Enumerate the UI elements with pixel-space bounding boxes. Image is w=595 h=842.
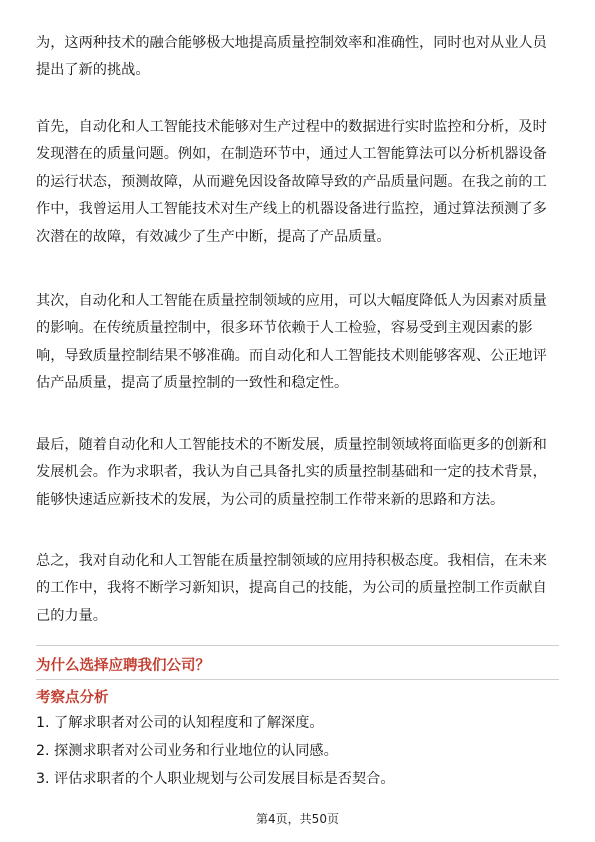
analysis-point: 2. 探测求职者对公司业务和行业地位的认同感。 — [36, 743, 338, 759]
text-line: 响，导致质量控制结果不够准确。而自动化和人工智能技术则能够客观、公正地评 — [36, 347, 547, 364]
text-line: 发现潜在的质量问题。例如，在制造环节中，通过人工智能算法可以分析机器设备 — [36, 146, 547, 163]
text-line: 估产品质量，提高了质量控制的一致性和稳定性。 — [36, 375, 349, 392]
text-line: 首先，自动化和人工智能技术能够对生产过程中的数据进行实时监控和分析，及时 — [36, 119, 547, 135]
text-line: 次潜在的故障，有效减少了生产中断，提高了产品质量。 — [36, 228, 391, 245]
text-line: 发展机会。作为求职者，我认为自己具备扎实的质量控制基础和一定的技术背景， — [36, 464, 547, 481]
section-divider-bottom — [36, 679, 559, 680]
paragraph-conclusion — [36, 548, 559, 630]
section-divider-top — [36, 645, 559, 646]
text-line: 最后，随着自动化和人工智能技术的不断发展，质量控制领域将面临更多的创新和 — [36, 437, 547, 453]
paragraph-intro-continued — [36, 30, 559, 85]
text-line: 的工作中，我将不断学习新知识，提高自己的技能，为公司的质量控制工作贡献自 — [36, 580, 547, 597]
text-line: 的影响。在传统质量控制中，很多环节依赖于人工检验，容易受到主观因素的影 — [36, 320, 533, 337]
analysis-point: 3. 评估求职者的个人职业规划与公司发展目标是否契合。 — [36, 771, 395, 787]
text-line: 提出了新的挑战。 — [36, 62, 150, 79]
paragraph-second-point — [36, 288, 559, 398]
text-line: 为，这两种技术的融合能够极大地提高质量控制效率和准确性，同时也对从业人员 — [36, 35, 547, 51]
paragraph-last-point — [36, 432, 559, 514]
text-line: 的运行状态，预测故障，从而避免因设备故障导致的产品质量问题。在我之前的工 — [36, 173, 547, 190]
paragraph-first-point — [36, 114, 559, 251]
question-title: 为什么选择应聘我们公司？ — [36, 658, 210, 674]
analysis-heading: 考察点分析 — [36, 690, 109, 706]
text-line: 能够快速适应新技术的发展，为公司的质量控制工作带来新的思路和方法。 — [36, 491, 505, 508]
page-number: 第4页，共50页 — [256, 812, 339, 826]
text-line: 己的力量。 — [36, 607, 107, 624]
text-line: 作中，我曾运用人工智能技术对生产线上的机器设备进行监控，通过算法预测了多 — [36, 201, 547, 218]
text-line: 总之，我对自动化和人工智能在质量控制领域的应用持积极态度。我相信，在未来 — [36, 553, 547, 569]
analysis-point: 1. 了解求职者对公司的认知程度和了解深度。 — [36, 715, 324, 731]
text-line: 其次，自动化和人工智能在质量控制领域的应用，可以大幅度降低人为因素对质量 — [36, 293, 547, 309]
